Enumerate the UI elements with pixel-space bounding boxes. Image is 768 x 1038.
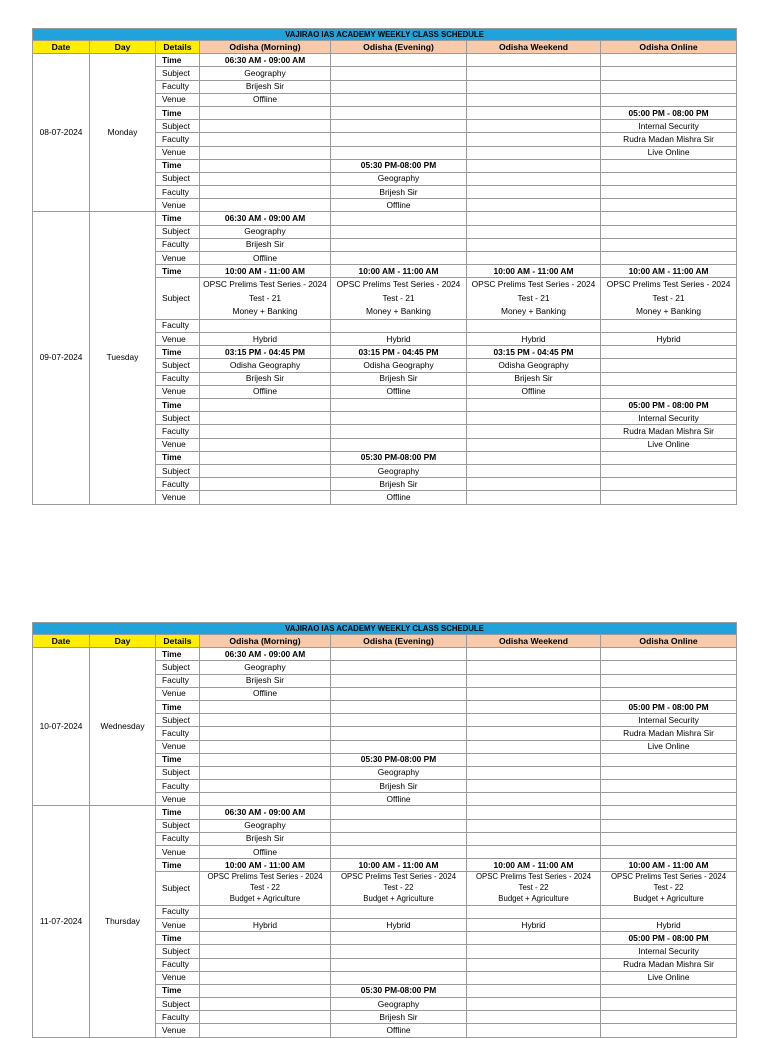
label-venue: Venue — [156, 740, 200, 753]
venue-cell: Offline — [331, 385, 467, 398]
label-time: Time — [156, 346, 200, 359]
time-cell: 05:30 PM-08:00 PM — [331, 753, 467, 766]
label-time: Time — [156, 451, 200, 464]
label-venue: Venue — [156, 918, 200, 931]
time-cell: 03:15 PM - 04:45 PM — [467, 346, 601, 359]
label-subject: Subject — [156, 359, 200, 372]
subject-cell: Geography — [331, 998, 467, 1011]
label-venue: Venue — [156, 1024, 200, 1037]
faculty-cell: Brijesh Sir — [467, 372, 601, 385]
subject-cell: Geography — [331, 464, 467, 477]
label-subject: Subject — [156, 412, 200, 425]
subject-cell: Internal Security — [601, 714, 737, 727]
venue-cell: Hybrid — [200, 333, 331, 346]
label-venue: Venue — [156, 846, 200, 859]
label-venue: Venue — [156, 491, 200, 504]
header-date: Date — [33, 635, 90, 648]
subject-cell — [467, 278, 601, 320]
label-time: Time — [156, 700, 200, 713]
venue-cell: Live Online — [601, 971, 737, 984]
test-topic: Budget + Agriculture — [363, 893, 434, 903]
faculty-cell: Rudra Madan Mishra Sir — [601, 958, 737, 971]
header-odisha-morning: Odisha (Morning) — [200, 41, 331, 54]
schedule-title: VAJIRAO IAS ACADEMY WEEKLY CLASS SCHEDULE — [33, 623, 737, 635]
label-faculty: Faculty — [156, 674, 200, 687]
table-row — [33, 212, 737, 225]
label-time: Time — [156, 106, 200, 119]
venue-cell: Hybrid — [467, 333, 601, 346]
subject-cell — [200, 872, 331, 905]
venue-cell: Offline — [331, 491, 467, 504]
test-topic: Money + Banking — [501, 306, 566, 317]
test-series-label: OPSC Prelims Test Series - 2024 — [207, 872, 323, 882]
time-cell: 10:00 AM - 11:00 AM — [467, 265, 601, 278]
venue-cell: Offline — [331, 199, 467, 212]
venue-cell: Offline — [200, 252, 331, 265]
venue-cell: Offline — [200, 687, 331, 700]
header-day: Day — [90, 41, 156, 54]
time-cell: 10:00 AM - 11:00 AM — [601, 859, 737, 872]
header-odisha-evening: Odisha (Evening) — [331, 41, 467, 54]
faculty-cell: Brijesh Sir — [331, 372, 467, 385]
label-faculty: Faculty — [156, 319, 200, 332]
label-time: Time — [156, 753, 200, 766]
header-odisha-weekend: Odisha Weekend — [467, 635, 601, 648]
label-subject: Subject — [156, 120, 200, 133]
time-cell: 06:30 AM - 09:00 AM — [200, 54, 331, 67]
test-series-label: OPSC Prelims Test Series - 2024 — [336, 279, 461, 290]
label-venue: Venue — [156, 971, 200, 984]
time-cell: 05:30 PM-08:00 PM — [331, 159, 467, 172]
venue-cell: Hybrid — [601, 333, 737, 346]
subject-cell — [601, 278, 737, 320]
test-topic: Money + Banking — [232, 306, 298, 317]
header-details: Details — [156, 635, 200, 648]
time-cell: 05:30 PM-08:00 PM — [331, 984, 467, 997]
venue-cell: Hybrid — [331, 333, 467, 346]
faculty-cell: Brijesh Sir — [331, 780, 467, 793]
header-row — [33, 635, 737, 648]
label-venue: Venue — [156, 252, 200, 265]
day-cell: Tuesday — [90, 212, 156, 504]
subject-cell — [331, 872, 467, 905]
label-subject: Subject — [156, 464, 200, 477]
label-venue: Venue — [156, 146, 200, 159]
label-time: Time — [156, 932, 200, 945]
label-faculty: Faculty — [156, 478, 200, 491]
venue-cell: Offline — [467, 385, 601, 398]
venue-cell: Hybrid — [331, 918, 467, 931]
subject-cell: Internal Security — [601, 412, 737, 425]
venue-cell: Offline — [200, 93, 331, 106]
label-subject: Subject — [156, 278, 200, 320]
time-cell: 10:00 AM - 11:00 AM — [601, 265, 737, 278]
faculty-cell: Brijesh Sir — [200, 238, 331, 251]
faculty-cell: Brijesh Sir — [200, 372, 331, 385]
label-faculty: Faculty — [156, 238, 200, 251]
label-venue: Venue — [156, 93, 200, 106]
label-venue: Venue — [156, 793, 200, 806]
test-number: Test - 22 — [250, 883, 280, 893]
time-cell: 06:30 AM - 09:00 AM — [200, 806, 331, 819]
header-odisha-weekend: Odisha Weekend — [467, 41, 601, 54]
subject-cell: Internal Security — [601, 945, 737, 958]
label-faculty: Faculty — [156, 727, 200, 740]
header-odisha-online: Odisha Online — [601, 635, 737, 648]
time-cell: 10:00 AM - 11:00 AM — [467, 859, 601, 872]
subject-cell — [601, 872, 737, 905]
table-row — [33, 54, 737, 67]
test-topic: Budget + Agriculture — [633, 893, 704, 903]
label-subject: Subject — [156, 998, 200, 1011]
schedule-table-1 — [32, 28, 737, 505]
venue-cell: Offline — [331, 1024, 467, 1037]
day-cell: Monday — [90, 54, 156, 212]
test-number: Test - 22 — [653, 883, 684, 893]
venue-cell: Live Online — [601, 146, 737, 159]
day-cell: Thursday — [90, 806, 156, 1037]
faculty-cell: Brijesh Sir — [200, 80, 331, 93]
time-cell: 05:00 PM - 08:00 PM — [601, 106, 737, 119]
subject-cell: Geography — [200, 67, 331, 80]
day-cell: Wednesday — [90, 648, 156, 806]
date-cell: 08-07-2024 — [33, 54, 90, 212]
test-series-label: OPSC Prelims Test Series - 2024 — [606, 279, 731, 290]
test-number: Test - 22 — [383, 883, 414, 893]
test-topic: Money + Banking — [366, 306, 431, 317]
venue-cell: Hybrid — [467, 918, 601, 931]
venue-cell: Offline — [200, 846, 331, 859]
faculty-cell: Rudra Madan Mishra Sir — [601, 133, 737, 146]
label-subject: Subject — [156, 872, 200, 905]
faculty-cell: Rudra Madan Mishra Sir — [601, 425, 737, 438]
test-series-label: OPSC Prelims Test Series - 2024 — [203, 279, 327, 290]
venue-cell: Live Online — [601, 740, 737, 753]
label-subject: Subject — [156, 819, 200, 832]
label-subject: Subject — [156, 172, 200, 185]
test-topic: Money + Banking — [636, 306, 701, 317]
label-faculty: Faculty — [156, 780, 200, 793]
label-venue: Venue — [156, 333, 200, 346]
label-faculty: Faculty — [156, 905, 200, 918]
header-odisha-online: Odisha Online — [601, 41, 737, 54]
time-cell: 05:00 PM - 08:00 PM — [601, 932, 737, 945]
test-series-label: OPSC Prelims Test Series - 2024 — [475, 872, 592, 882]
header-odisha-evening: Odisha (Evening) — [331, 635, 467, 648]
label-time: Time — [156, 54, 200, 67]
test-topic: Budget + Agriculture — [498, 893, 569, 903]
test-number: Test - 21 — [382, 292, 415, 303]
time-cell: 05:00 PM - 08:00 PM — [601, 399, 737, 412]
time-cell: 03:15 PM - 04:45 PM — [331, 346, 467, 359]
table-row — [33, 648, 737, 661]
test-series-label: OPSC Prelims Test Series - 2024 — [340, 872, 457, 882]
subject-cell: Geography — [200, 225, 331, 238]
header-odisha-morning: Odisha (Morning) — [200, 635, 331, 648]
faculty-cell: Brijesh Sir — [200, 674, 331, 687]
schedule-table-2 — [32, 622, 737, 1038]
label-subject: Subject — [156, 766, 200, 779]
time-cell: 10:00 AM - 11:00 AM — [331, 859, 467, 872]
date-cell: 10-07-2024 — [33, 648, 90, 806]
date-cell: 11-07-2024 — [33, 806, 90, 1037]
subject-cell — [467, 872, 601, 905]
table-row — [33, 806, 737, 819]
test-number: Test - 22 — [518, 883, 549, 893]
label-faculty: Faculty — [156, 80, 200, 93]
header-day: Day — [90, 635, 156, 648]
test-number: Test - 21 — [248, 292, 282, 303]
label-venue: Venue — [156, 385, 200, 398]
label-faculty: Faculty — [156, 186, 200, 199]
subject-cell: Internal Security — [601, 120, 737, 133]
schedule-title: VAJIRAO IAS ACADEMY WEEKLY CLASS SCHEDULE — [33, 29, 737, 41]
venue-cell: Offline — [200, 385, 331, 398]
label-time: Time — [156, 806, 200, 819]
faculty-cell: Brijesh Sir — [331, 1011, 467, 1024]
header-date: Date — [33, 41, 90, 54]
subject-cell — [200, 278, 331, 320]
time-cell: 06:30 AM - 09:00 AM — [200, 648, 331, 661]
test-series-label: OPSC Prelims Test Series - 2024 — [471, 279, 596, 290]
test-topic: Budget + Agriculture — [229, 893, 301, 903]
label-time: Time — [156, 212, 200, 225]
faculty-cell: Brijesh Sir — [331, 478, 467, 491]
faculty-cell: Brijesh Sir — [200, 832, 331, 845]
label-time: Time — [156, 399, 200, 412]
label-faculty: Faculty — [156, 133, 200, 146]
time-cell: 03:15 PM - 04:45 PM — [200, 346, 331, 359]
faculty-cell: Brijesh Sir — [331, 186, 467, 199]
time-cell: 05:30 PM-08:00 PM — [331, 451, 467, 464]
label-venue: Venue — [156, 199, 200, 212]
label-time: Time — [156, 859, 200, 872]
faculty-cell: Rudra Madan Mishra Sir — [601, 727, 737, 740]
time-cell: 10:00 AM - 11:00 AM — [331, 265, 467, 278]
subject-cell — [331, 278, 467, 320]
label-time: Time — [156, 159, 200, 172]
test-series-label: OPSC Prelims Test Series - 2024 — [610, 872, 727, 882]
venue-cell: Hybrid — [601, 918, 737, 931]
time-cell: 10:00 AM - 11:00 AM — [200, 265, 331, 278]
header-row — [33, 41, 737, 54]
label-time: Time — [156, 265, 200, 278]
label-time: Time — [156, 648, 200, 661]
label-venue: Venue — [156, 438, 200, 451]
label-subject: Subject — [156, 661, 200, 674]
label-faculty: Faculty — [156, 958, 200, 971]
time-cell: 06:30 AM - 09:00 AM — [200, 212, 331, 225]
time-cell: 05:00 PM - 08:00 PM — [601, 700, 737, 713]
subject-cell: Odisha Geography — [200, 359, 331, 372]
subject-cell: Geography — [200, 819, 331, 832]
date-cell: 09-07-2024 — [33, 212, 90, 504]
test-number: Test - 21 — [652, 292, 685, 303]
venue-cell: Offline — [331, 793, 467, 806]
subject-cell: Geography — [331, 766, 467, 779]
venue-cell: Hybrid — [200, 918, 331, 931]
subject-cell: Geography — [200, 661, 331, 674]
label-faculty: Faculty — [156, 1011, 200, 1024]
label-subject: Subject — [156, 67, 200, 80]
label-venue: Venue — [156, 687, 200, 700]
header-details: Details — [156, 41, 200, 54]
test-number: Test - 21 — [517, 292, 550, 303]
label-subject: Subject — [156, 714, 200, 727]
label-faculty: Faculty — [156, 372, 200, 385]
label-faculty: Faculty — [156, 832, 200, 845]
label-subject: Subject — [156, 225, 200, 238]
label-subject: Subject — [156, 945, 200, 958]
subject-cell: Geography — [331, 172, 467, 185]
label-faculty: Faculty — [156, 425, 200, 438]
time-cell: 10:00 AM - 11:00 AM — [200, 859, 331, 872]
subject-cell: Odisha Geography — [331, 359, 467, 372]
label-time: Time — [156, 984, 200, 997]
subject-cell: Odisha Geography — [467, 359, 601, 372]
venue-cell: Live Online — [601, 438, 737, 451]
